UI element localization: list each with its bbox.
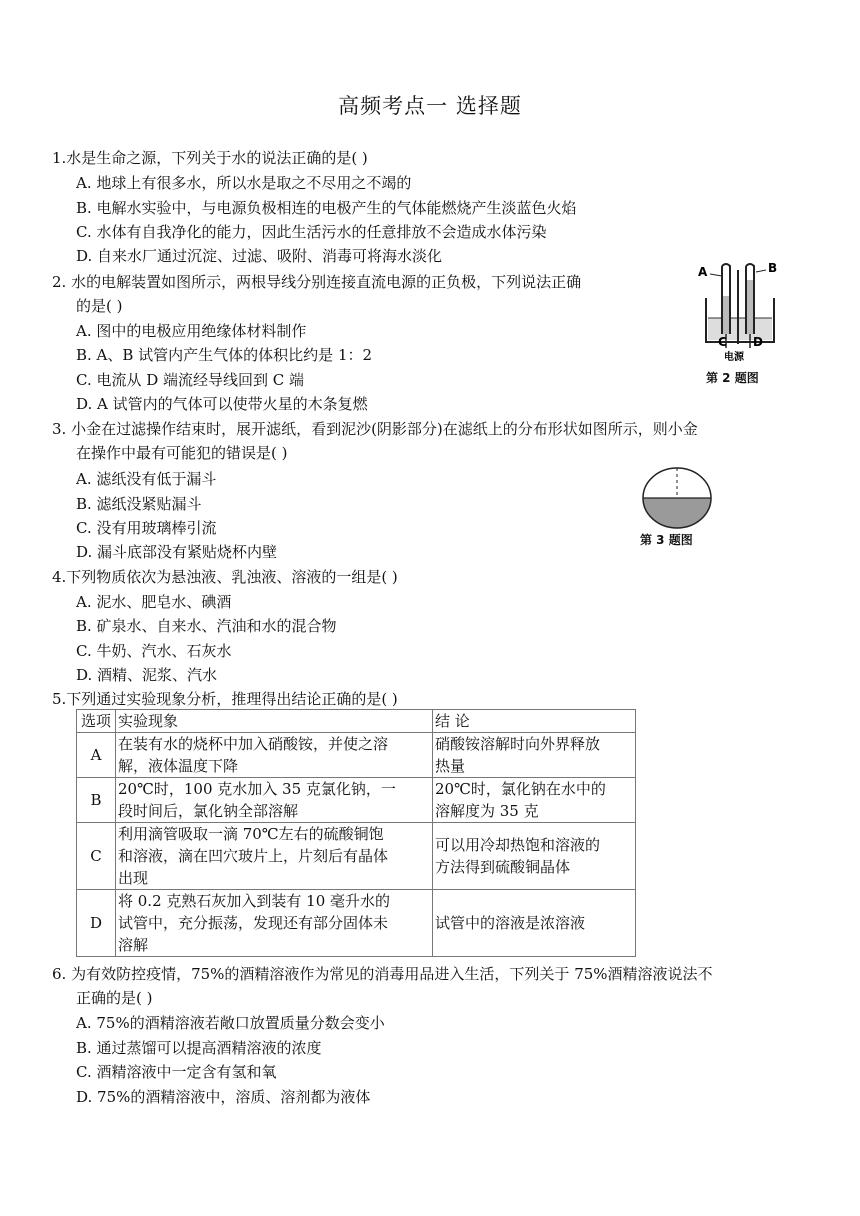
header-option: 选项 xyxy=(77,710,116,733)
question-2-option-c: C. 电流从 D 端流经导线回到 C 端 xyxy=(76,371,305,389)
table-row xyxy=(77,823,636,890)
row-key: D xyxy=(77,890,116,957)
figure-2-caption: 第 2 题图 xyxy=(706,371,759,385)
row-key: A xyxy=(77,733,116,778)
question-4-option-d: D. 酒精、泥浆、汽水 xyxy=(76,666,218,684)
question-2-option-a: A. 图中的电极应用绝缘体材料制作 xyxy=(76,322,307,340)
row-conclusion: 可以用冷却热饱和溶液的 方法得到硫酸铜晶体 xyxy=(433,823,636,890)
question-3-stem: 3. 小金在过滤操作结束时，展开滤纸，看到泥沙(阴影部分)在滤纸上的分布形状如图所示，则小金 xyxy=(52,420,698,438)
question-3-option-d: D. 漏斗底部没有紧贴烧杯内壁 xyxy=(76,543,278,561)
question-1-option-a: A. 地球上有很多水，所以水是取之不尽用之不竭的 xyxy=(76,174,412,192)
question-3-stem-continued: 在操作中最有可能犯的错误是( ) xyxy=(76,444,288,462)
question-6-option-d: D. 75%的酒精溶液中，溶质、溶剂都为液体 xyxy=(76,1088,371,1106)
figure-label-a: A xyxy=(698,265,708,279)
row-conclusion: 20℃时，氯化钠在水中的 溶解度为 35 克 xyxy=(433,778,636,823)
question-6-option-a: A. 75%的酒精溶液若敞口放置质量分数会变小 xyxy=(76,1014,385,1032)
question-1-option-c: C. 水体有自我净化的能力，因此生活污水的任意排放不会造成水体污染 xyxy=(76,223,547,241)
table-row xyxy=(77,733,636,778)
row-phenomenon: 将 0.2 克熟石灰加入到装有 10 毫升水的 试管中，充分振荡，发现还有部分固体未 溶解 xyxy=(116,890,433,957)
filter-paper-figure xyxy=(640,464,714,530)
row-phenomenon: 在装有水的烧杯中加入硝酸铵，并使之溶 解，液体温度下降 xyxy=(116,733,433,778)
electrolysis-apparatus-figure xyxy=(696,260,786,370)
row-key: B xyxy=(77,778,116,823)
table-row xyxy=(77,778,636,823)
question-1-option-b: B. 电解水实验中，与电源负极相连的电极产生的气体能燃烧产生淡蓝色火焰 xyxy=(76,199,577,217)
question-6-option-c: C. 酒精溶液中一定含有氢和氧 xyxy=(76,1063,277,1081)
table-header-row xyxy=(77,710,636,733)
row-phenomenon: 利用滴管吸取一滴 70℃左右的硫酸铜饱 和溶液，滴在凹穴玻片上，片刻后有晶体 出现 xyxy=(116,823,433,890)
question-1-stem: 1.水是生命之源，下列关于水的说法正确的是( ) xyxy=(52,149,368,167)
figure-3-caption: 第 3 题图 xyxy=(640,533,693,547)
question-6-stem: 6. 为有效防控疫情，75%的酒精溶液作为常见的消毒用品进入生活，下列关于 75%酒精溶液说法不 xyxy=(52,965,713,983)
question-3-option-c: C. 没有用玻璃棒引流 xyxy=(76,519,217,537)
figure-label-power-source: 电源 xyxy=(724,352,744,363)
question-2-stem-continued: 的是( ) xyxy=(76,297,123,315)
figure-label-b: B xyxy=(768,261,778,275)
question-2-option-d: D. A 试管内的气体可以使带火星的木条复燃 xyxy=(76,395,368,413)
header-conclusion: 结 论 xyxy=(433,710,636,733)
question-6-option-b: B. 通过蒸馏可以提高酒精溶液的浓度 xyxy=(76,1039,322,1057)
figure-label-c: C xyxy=(718,335,727,349)
question-1-option-d: D. 自来水厂通过沉淀、过滤、吸附、消毒可将海水淡化 xyxy=(76,247,443,265)
question-2-option-b: B. A、B 试管内产生气体的体积比约是 1：2 xyxy=(76,346,373,364)
experiment-table xyxy=(76,709,636,957)
question-2-stem: 2. 水的电解装置如图所示，两根导线分别连接直流电源的正负极，下列说法正确 xyxy=(52,273,582,291)
row-phenomenon: 20℃时，100 克水加入 35 克氯化钠，一 段时间后，氯化钠全部溶解 xyxy=(116,778,433,823)
row-conclusion: 试管中的溶液是浓溶液 xyxy=(433,890,636,957)
question-4-option-b: B. 矿泉水、自来水、汽油和水的混合物 xyxy=(76,617,337,635)
table-row xyxy=(77,890,636,957)
question-4-stem: 4.下列物质依次为悬浊液、乳浊液、溶液的一组是( ) xyxy=(52,568,398,586)
question-4-option-a: A. 泥水、肥皂水、碘酒 xyxy=(76,593,232,611)
row-conclusion: 硝酸铵溶解时向外界释放 热量 xyxy=(433,733,636,778)
question-3-option-b: B. 滤纸没紧贴漏斗 xyxy=(76,495,202,513)
question-3-option-a: A. 滤纸没有低于漏斗 xyxy=(76,470,217,488)
figure-label-d: D xyxy=(753,335,763,349)
question-4-option-c: C. 牛奶、汽水、石灰水 xyxy=(76,642,232,660)
question-5-stem: 5.下列通过实验现象分析，推理得出结论正确的是( ) xyxy=(52,690,398,708)
row-key: C xyxy=(77,823,116,890)
header-phenomenon: 实验现象 xyxy=(116,710,433,733)
page-title: 高频考点一 选择题 xyxy=(338,94,522,118)
question-6-stem-continued: 正确的是( ) xyxy=(76,989,153,1007)
